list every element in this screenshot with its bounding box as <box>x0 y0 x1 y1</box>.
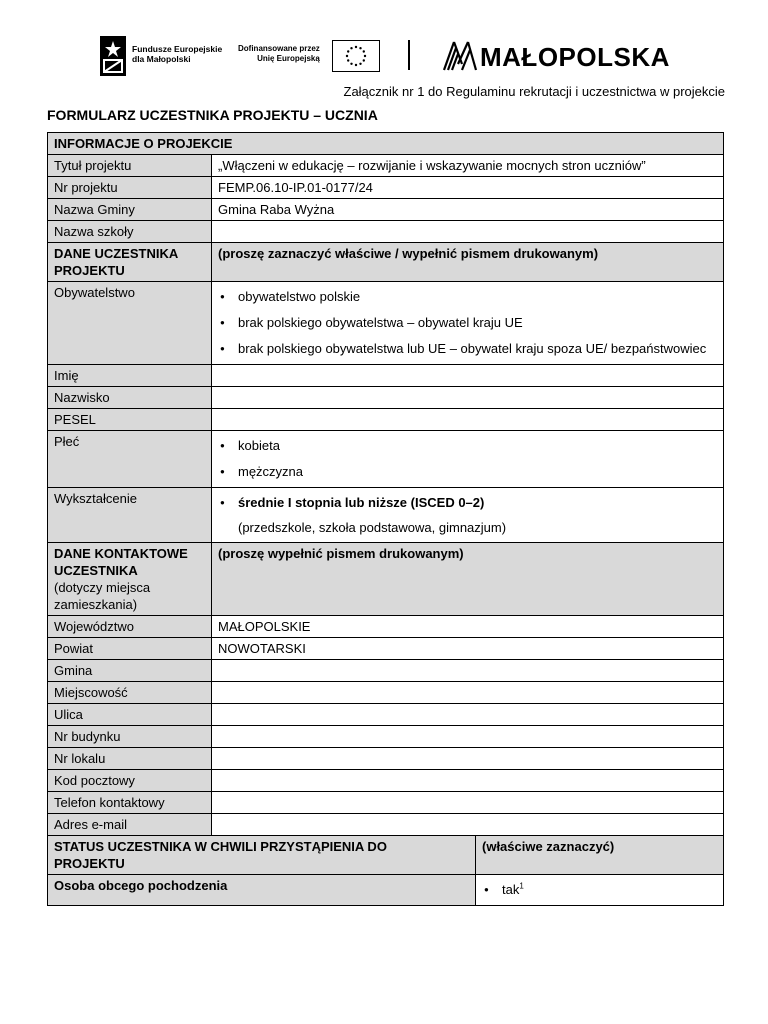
phone-label: Telefon kontaktowy <box>48 792 212 814</box>
commune-field[interactable] <box>212 660 724 682</box>
table-row <box>48 638 724 660</box>
gender-option-male[interactable]: ● mężczyzna <box>218 459 717 485</box>
apartment-number-field[interactable] <box>212 748 724 770</box>
county-value: NOWOTARSKI <box>212 638 724 660</box>
locality-field[interactable] <box>212 682 724 704</box>
table-row <box>48 792 724 814</box>
table-row <box>48 409 724 431</box>
logo-fe-line1: Fundusze Europejskie <box>132 44 223 54</box>
project-title-label: Tytuł projektu <box>48 155 212 177</box>
municipality-name-value: Gmina Raba Wyżna <box>212 199 724 221</box>
voivodeship-label: Województwo <box>48 616 212 638</box>
participant-form-table <box>47 132 724 906</box>
first-name-label: Imię <box>48 365 212 387</box>
education-option-list <box>218 490 717 516</box>
building-number-field[interactable] <box>212 726 724 748</box>
table-row <box>48 814 724 836</box>
table-row <box>48 387 724 409</box>
eu-star-icon <box>363 59 365 61</box>
contact-section-heading <box>48 543 212 616</box>
table-row <box>48 616 724 638</box>
school-name-field[interactable] <box>212 221 724 243</box>
gender-option-female[interactable]: ● kobieta <box>218 433 717 459</box>
eu-star-icon <box>347 59 349 61</box>
table-row <box>48 488 724 543</box>
citizenship-option-eu[interactable]: ● brak polskiego obywatelstwa – obywatel kraju UE <box>218 310 717 336</box>
status-heading-line2: PROJEKTU <box>54 856 125 871</box>
pesel-field[interactable] <box>212 409 724 431</box>
education-options <box>212 488 724 543</box>
postal-code-label: Kod pocztowy <box>48 770 212 792</box>
contact-heading-line4: zamieszkania) <box>54 597 138 612</box>
gender-label: Płeć <box>48 431 212 488</box>
eu-star-icon <box>350 47 352 49</box>
project-section-header-row <box>48 133 724 155</box>
contact-heading-line3: (dotyczy miejsca <box>54 580 151 595</box>
logo-bar <box>100 34 670 78</box>
foreign-origin-options <box>476 875 724 906</box>
table-row <box>48 282 724 365</box>
table-row <box>48 704 724 726</box>
participant-section-header-row <box>48 243 724 282</box>
eu-star-icon <box>359 47 361 49</box>
table-row <box>48 875 724 906</box>
table-row <box>48 365 724 387</box>
participant-section-heading <box>48 243 212 282</box>
participant-section-instruction: (proszę zaznaczyć właściwe / wypełnić pismem drukowanym) <box>212 243 724 282</box>
phone-field[interactable] <box>212 792 724 814</box>
footnote-marker: 1 <box>519 881 524 891</box>
status-section-header-row <box>48 836 724 875</box>
logo-eu-text <box>238 44 320 64</box>
participant-heading-line2: PROJEKTU <box>54 263 125 278</box>
pesel-label: PESEL <box>48 409 212 431</box>
postal-code-field[interactable] <box>212 770 724 792</box>
malopolska-mark-icon <box>442 38 478 72</box>
education-note: (przedszkole, szkoła podstawowa, gimnazjum) <box>238 520 507 535</box>
table-row <box>48 660 724 682</box>
eu-star-icon <box>350 63 352 65</box>
fundusze-europejskie-logo-icon <box>100 36 126 76</box>
apartment-number-label: Nr lokalu <box>48 748 212 770</box>
education-option-isced[interactable]: ● średnie I stopnia lub niższe (ISCED 0–2) <box>218 490 717 516</box>
foreign-origin-option-list <box>482 877 717 903</box>
table-row <box>48 770 724 792</box>
status-heading-line1: STATUS UCZESTNIKA W CHWILI PRZYSTĄPIENIA DO <box>54 839 387 854</box>
eu-star-icon <box>364 55 366 57</box>
citizenship-label: Obywatelstwo <box>48 282 212 365</box>
status-section-heading <box>48 836 476 875</box>
contact-section-instruction: (proszę wypełnić pismem drukowanym) <box>212 543 724 616</box>
attachment-note: Załącznik nr 1 do Regulaminu rekrutacji i uczestnictwa w projekcie <box>343 84 725 99</box>
table-row <box>48 199 724 221</box>
locality-label: Miejscowość <box>48 682 212 704</box>
eu-star-icon <box>347 50 349 52</box>
project-number-label: Nr projektu <box>48 177 212 199</box>
table-row <box>48 726 724 748</box>
participant-heading-line1: DANE UCZESTNIKA <box>54 246 179 261</box>
county-label: Powiat <box>48 638 212 660</box>
municipality-name-label: Nazwa Gminy <box>48 199 212 221</box>
logo-eu-line2: Unię Europejską <box>257 54 320 63</box>
school-name-label: Nazwa szkoły <box>48 221 212 243</box>
contact-heading-line1: DANE KONTAKTOWE <box>54 546 188 561</box>
citizenship-option-polish[interactable]: ● obywatelstwo polskie <box>218 284 717 310</box>
gender-option-list <box>218 433 717 485</box>
citizenship-option-list <box>218 284 717 362</box>
street-field[interactable] <box>212 704 724 726</box>
status-section-instruction: (właściwe zaznaczyć) <box>476 836 724 875</box>
surname-field[interactable] <box>212 387 724 409</box>
eu-star-icon <box>355 46 357 48</box>
email-label: Adres e-mail <box>48 814 212 836</box>
commune-label: Gmina <box>48 660 212 682</box>
project-title-value: „Włączeni w edukację – rozwijanie i wskazywanie mocnych stron uczniów” <box>212 155 724 177</box>
logo-fe-text <box>132 44 222 64</box>
citizenship-option-non-eu[interactable]: ● brak polskiego obywatelstwa lub UE – obywatel kraju spoza UE/ bezpaństwowiec <box>218 336 717 362</box>
gender-options <box>212 431 724 488</box>
eu-star-icon <box>359 63 361 65</box>
first-name-field[interactable] <box>212 365 724 387</box>
street-label: Ulica <box>48 704 212 726</box>
form-title: FORMULARZ UCZESTNIKA PROJEKTU – UCZNIA <box>47 107 378 123</box>
table-row <box>48 155 724 177</box>
voivodeship-value: MAŁOPOLSKIE <box>212 616 724 638</box>
table-row <box>48 682 724 704</box>
table-row <box>48 748 724 770</box>
eu-star-icon <box>363 50 365 52</box>
eu-flag-icon <box>332 40 380 72</box>
education-label: Wykształcenie <box>48 488 212 543</box>
logo-eu-line1: Dofinansowane przez <box>238 44 320 53</box>
foreign-origin-label: Osoba obcego pochodzenia <box>48 875 476 906</box>
logo-divider <box>408 40 410 70</box>
table-row <box>48 431 724 488</box>
table-row <box>48 221 724 243</box>
table-row <box>48 177 724 199</box>
surname-label: Nazwisko <box>48 387 212 409</box>
logo-malopolska-text: MAŁOPOLSKA <box>480 42 670 72</box>
eu-star-icon <box>355 64 357 66</box>
foreign-origin-option-yes[interactable] <box>482 877 717 903</box>
project-section-heading: INFORMACJE O PROJEKCIE <box>48 133 724 155</box>
email-field[interactable] <box>212 814 724 836</box>
logo-fe-line2: dla Małopolski <box>132 54 191 64</box>
eu-star-icon <box>346 55 348 57</box>
project-number-value: FEMP.06.10-IP.01-0177/24 <box>212 177 724 199</box>
foreign-origin-option-yes-label: tak <box>502 882 520 897</box>
building-number-label: Nr budynku <box>48 726 212 748</box>
citizenship-options <box>212 282 724 365</box>
contact-heading-line2: UCZESTNIKA <box>54 563 138 578</box>
contact-section-header-row <box>48 543 724 616</box>
